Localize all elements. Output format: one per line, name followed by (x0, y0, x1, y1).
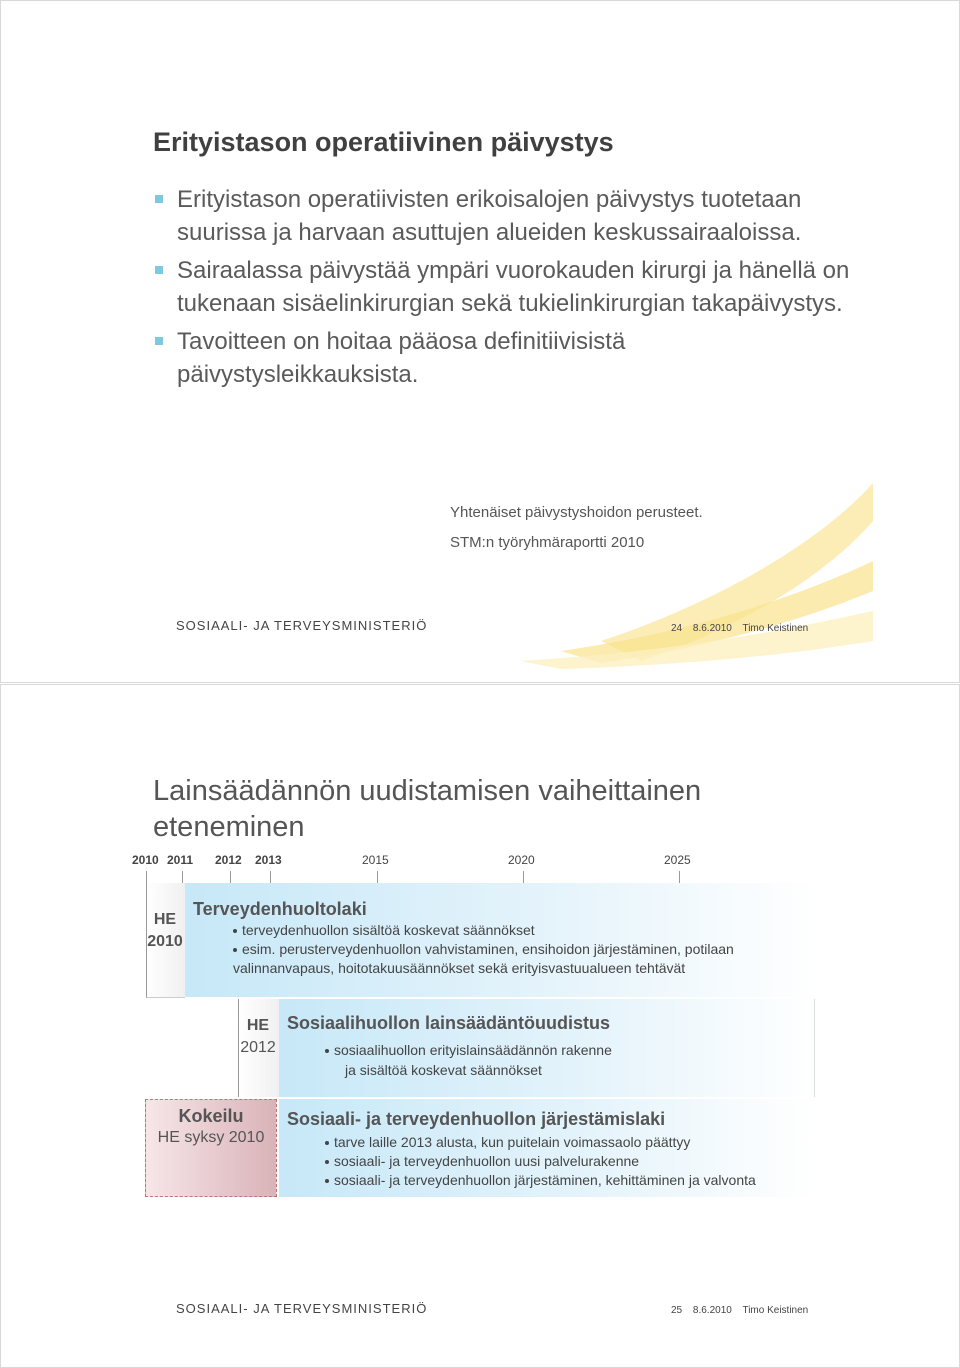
slide-25 (0, 684, 960, 1368)
label-line: HE (246, 1017, 270, 1034)
row-item-text: sosiaali- ja terveydenhuollon järjestäminen, kehittäminen ja valvonta (334, 1172, 756, 1188)
page-number: 25 (671, 1305, 683, 1316)
square-bullet-icon (155, 195, 163, 203)
label-line: 2012 (240, 1039, 276, 1056)
row-title: Sosiaalihuollon lainsäädäntöuudistus (287, 1013, 611, 1033)
row-label (146, 909, 184, 953)
label-line: HE syksy 2010 (157, 1129, 265, 1146)
row-item-text: terveydenhuollon sisältöä koskevat säännökset (242, 922, 535, 938)
bullet-dot-icon (325, 1160, 329, 1164)
year-label: 2025 (664, 853, 691, 867)
row-item-text: valinnanvapaus, hoitotakuusäännökset sekä erityisvastuualueen tehtävät (233, 960, 686, 976)
row-item (325, 1171, 756, 1190)
bullet-item (153, 183, 853, 249)
bullet-dot-icon (325, 1179, 329, 1183)
row-item-text: sosiaalihuollon erityislainsäädännön rakenne (334, 1042, 612, 1058)
row-jarjestamislaki (145, 1099, 815, 1199)
square-bullet-icon (155, 266, 163, 274)
label-line: Kokeilu (178, 1106, 244, 1126)
bullet-dot-icon (233, 948, 237, 952)
year-label: 2011 (167, 853, 194, 867)
year-label: 2020 (508, 853, 535, 867)
bullet-dot-icon (233, 929, 237, 933)
label-line: 2010 (147, 933, 183, 950)
label-line: HE (153, 911, 177, 928)
square-bullet-icon (155, 337, 163, 345)
year-label: 2012 (215, 853, 242, 867)
ministry-logo: SOSIAALI- JA TERVEYSMINISTERIÖ (176, 1301, 428, 1316)
reference-line-1: Yhtenäiset päivystyshoidon perusteet. (450, 504, 703, 521)
bullet-item (153, 254, 853, 320)
row-item-text: sosiaali- ja terveydenhuollon uusi palvelurakenne (334, 1153, 640, 1169)
row-label (238, 1015, 278, 1059)
bullet-dot-icon (325, 1141, 329, 1145)
row-item (233, 940, 734, 959)
slide-24 (0, 0, 960, 683)
ministry-logo: SOSIAALI- JA TERVEYSMINISTERIÖ (176, 618, 428, 633)
slide-footer (671, 623, 816, 634)
bullet-text: Erityistason operatiivisten erikoisalojen päivystys tuotetaan suurissa ja harvaan asuttujen alueiden keskussairaaloissa. (177, 186, 802, 246)
bullet-list (153, 183, 853, 396)
footer-author: Timo Keistinen (742, 1305, 809, 1316)
row-item-text: esim. perusterveydenhuollon vahvistaminen, ensihoidon järjestäminen, potilaan (242, 941, 734, 957)
bullet-dot-icon (325, 1049, 329, 1053)
row-item (325, 1152, 639, 1171)
row-item-text: ja sisältöä koskevat säännökset (345, 1062, 542, 1078)
row-label (145, 1105, 277, 1149)
footer-date: 8.6.2010 (692, 1305, 732, 1316)
year-label: 2013 (255, 853, 282, 867)
row-item (233, 959, 685, 978)
row-item (345, 1061, 542, 1080)
slide-footer (671, 1305, 816, 1316)
footer-author: Timo Keistinen (742, 623, 809, 634)
reference-line-2: STM:n työryhmäraportti 2010 (450, 534, 645, 551)
year-label: 2015 (362, 853, 389, 867)
row-item (325, 1041, 612, 1060)
row-item (325, 1133, 690, 1152)
bullet-text: Tavoitteen on hoitaa pääosa definitiivisistä päivystysleikkauksista. (177, 328, 626, 388)
page-number: 24 (671, 623, 683, 634)
row-item-text: tarve laille 2013 alusta, kun puitelain voimassaolo päättyy (334, 1134, 691, 1150)
row-terveydenhuoltolaki (146, 883, 816, 999)
row-content-box (279, 999, 815, 1097)
row-item (233, 921, 535, 940)
footer-date: 8.6.2010 (692, 623, 732, 634)
row-sosiaalihuolto (238, 999, 814, 1099)
row-content-box (185, 883, 816, 997)
bullet-text: Sairaalassa päivystää ympäri vuorokauden kirurgi ja hänellä on tukenaan sisäelinkirurgian sekä tukielinkirurgian takapäivystys. (177, 257, 850, 317)
slide-title: Erityistason operatiivinen päivystys (153, 127, 614, 157)
row-title: Terveydenhuoltolaki (193, 899, 367, 919)
row-title: Sosiaali- ja terveydenhuollon järjestämislaki (287, 1109, 666, 1129)
year-label: 2010 (132, 853, 159, 867)
slide-title: Lainsäädännön uudistamisen vaiheittainen eteneminen (153, 775, 702, 843)
row-content-box (279, 1099, 815, 1197)
bullet-item (153, 325, 853, 391)
